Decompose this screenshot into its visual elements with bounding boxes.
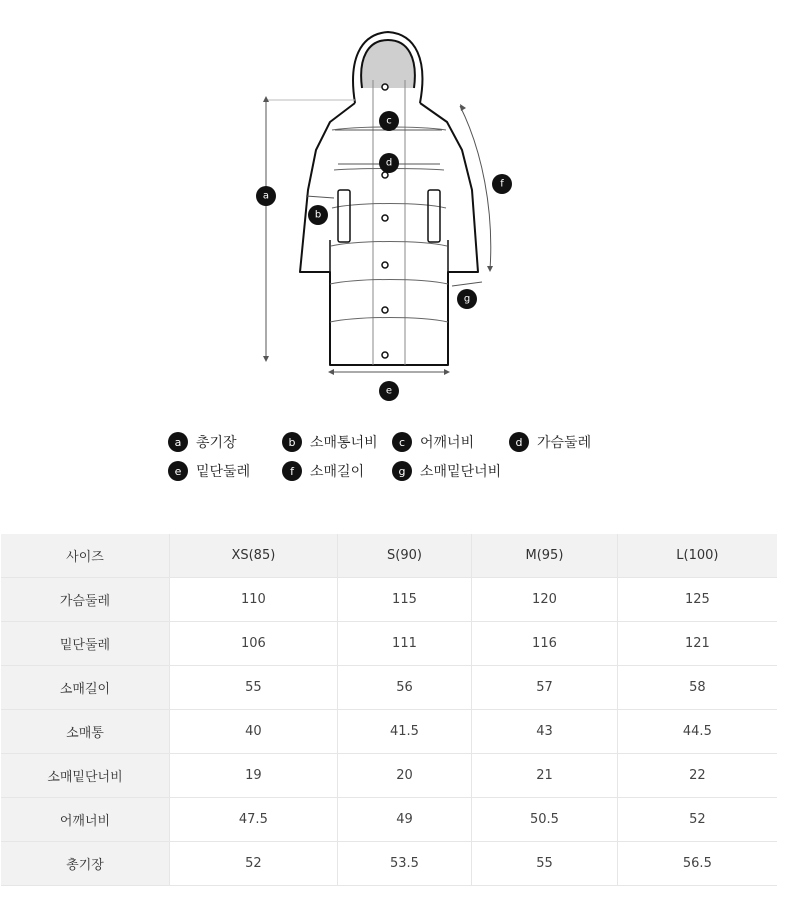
- table-row: [1, 754, 777, 798]
- legend-badge: a: [168, 432, 188, 452]
- table-cell: 44.5: [617, 710, 777, 754]
- marker-c: [379, 111, 399, 131]
- legend-label: 가슴둘레: [537, 435, 592, 451]
- table-cell: 120: [472, 578, 618, 622]
- legend-badge: f: [282, 461, 302, 481]
- table-row: [1, 578, 777, 622]
- header-cell: S(90): [337, 534, 471, 578]
- legend-badge: b: [282, 432, 302, 452]
- svg-text:e: e: [385, 385, 393, 397]
- table-cell: 56: [337, 666, 471, 710]
- table-cell: 53.5: [337, 842, 471, 886]
- row-label: 가슴둘레: [1, 578, 170, 622]
- legend-label: 소매밑단너비: [420, 464, 502, 480]
- marker-b: [308, 205, 328, 225]
- table-cell: 58: [617, 666, 777, 710]
- legend-item-a: [168, 432, 237, 452]
- marker-g: [457, 289, 477, 309]
- table-row: [1, 842, 777, 886]
- marker-e: [379, 381, 399, 401]
- legend-label: 밑단둘레: [196, 464, 251, 480]
- svg-text:g: g: [463, 293, 471, 305]
- svg-text:d: d: [385, 157, 393, 169]
- table-cell: 52: [617, 798, 777, 842]
- legend-badge: c: [392, 432, 412, 452]
- legend-label: 소매길이: [310, 464, 365, 480]
- row-label: 소매밑단너비: [1, 754, 170, 798]
- legend-badge: e: [168, 461, 188, 481]
- table-cell: 55: [170, 666, 338, 710]
- legend-label: 어깨너비: [420, 435, 475, 451]
- table-cell: 111: [337, 622, 471, 666]
- row-label: 소매통: [1, 710, 170, 754]
- svg-text:b: b: [314, 209, 322, 221]
- svg-text:c: c: [386, 115, 392, 127]
- size-table: [1, 534, 777, 886]
- table-cell: 40: [170, 710, 338, 754]
- size-table-header: [1, 534, 777, 578]
- header-cell: L(100): [617, 534, 777, 578]
- table-cell: 49: [337, 798, 471, 842]
- legend-item-e: [168, 461, 250, 481]
- coat-measurement-diagram: [0, 0, 794, 420]
- marker-f: [492, 174, 512, 194]
- row-label: 소매길이: [1, 666, 170, 710]
- svg-text:a: a: [262, 190, 270, 202]
- row-label: 총기장: [1, 842, 170, 886]
- legend-item-f: [282, 461, 364, 481]
- table-cell: 125: [617, 578, 777, 622]
- table-cell: 21: [472, 754, 618, 798]
- table-row: [1, 622, 777, 666]
- marker-d: [379, 153, 399, 173]
- table-row: [1, 710, 777, 754]
- table-cell: 55: [472, 842, 618, 886]
- table-row: [1, 666, 777, 710]
- legend-item-c: [392, 432, 474, 452]
- table-cell: 57: [472, 666, 618, 710]
- table-cell: 19: [170, 754, 338, 798]
- legend-badge: g: [392, 461, 412, 481]
- legend-badge: d: [509, 432, 529, 452]
- table-cell: 50.5: [472, 798, 618, 842]
- legend-label: 총기장: [196, 435, 237, 451]
- table-cell: 110: [170, 578, 338, 622]
- header-cell: M(95): [472, 534, 618, 578]
- measurement-legend: [0, 430, 794, 490]
- row-label: 밑단둘레: [1, 622, 170, 666]
- svg-text:f: f: [500, 178, 504, 190]
- table-cell: 106: [170, 622, 338, 666]
- header-cell: 사이즈: [1, 534, 170, 578]
- table-row: [1, 798, 777, 842]
- table-cell: 56.5: [617, 842, 777, 886]
- table-cell: 41.5: [337, 710, 471, 754]
- marker-a: [256, 186, 276, 206]
- table-cell: 47.5: [170, 798, 338, 842]
- table-cell: 115: [337, 578, 471, 622]
- table-cell: 121: [617, 622, 777, 666]
- legend-item-g: [392, 461, 501, 481]
- table-cell: 43: [472, 710, 618, 754]
- table-cell: 20: [337, 754, 471, 798]
- header-cell: XS(85): [170, 534, 338, 578]
- legend-item-b: [282, 432, 378, 452]
- legend-label: 소매통너비: [310, 435, 378, 451]
- table-cell: 22: [617, 754, 777, 798]
- legend-item-d: [509, 432, 591, 452]
- table-cell: 52: [170, 842, 338, 886]
- row-label: 어깨너비: [1, 798, 170, 842]
- table-cell: 116: [472, 622, 618, 666]
- coat-illustration: [300, 32, 478, 365]
